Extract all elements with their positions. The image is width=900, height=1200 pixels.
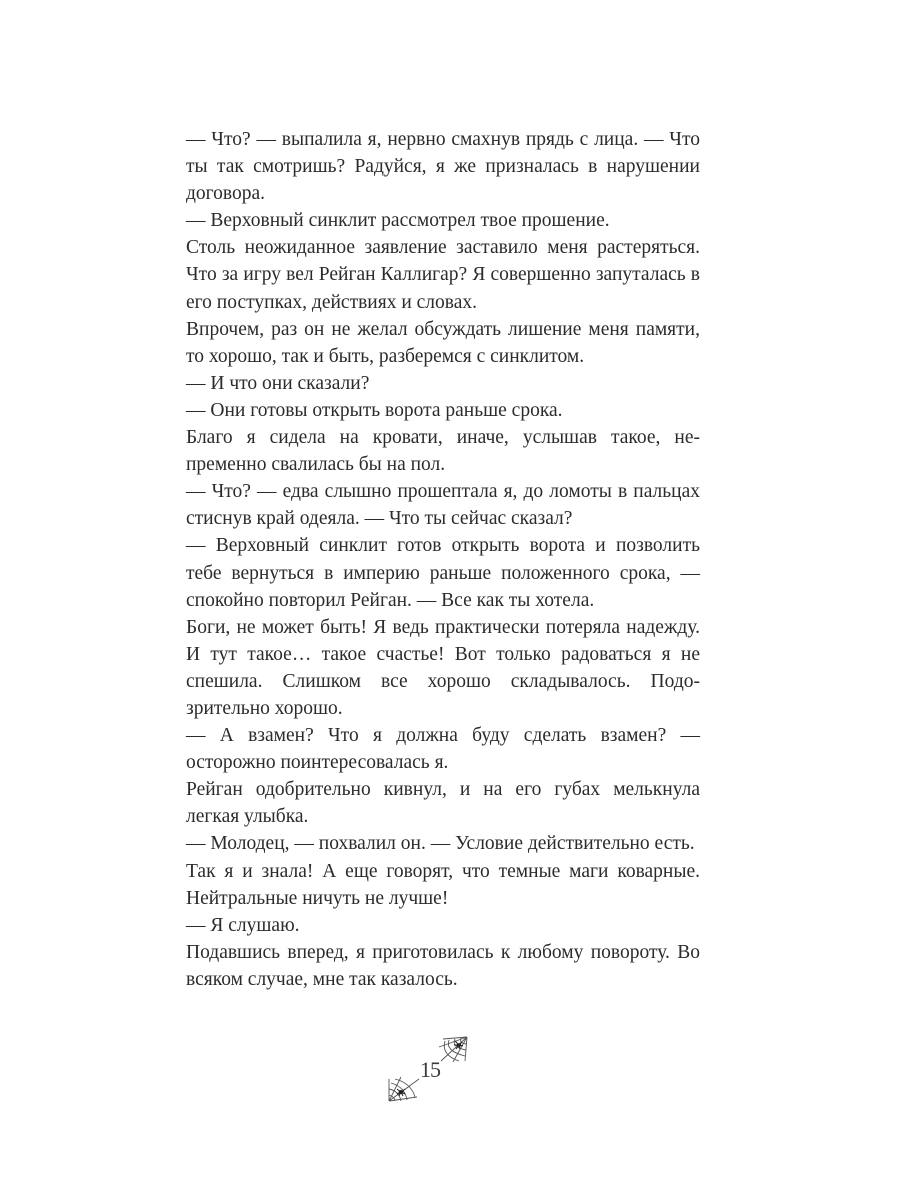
paragraph-10: Боги, не может быть! Я ведь практически потеряла надежду. И тут такое… такое счастье! Вот только радоваться я не спешила. Слишком все хорошо складывалось. Подозрительно хорошо. bbox=[186, 616, 700, 719]
paragraph-9: — Верховный синклит готов открыть ворота и позволить тебе вернуться в империю раньше положенного срока, — спокойно повторил Рейган. — Все как ты хотела. bbox=[186, 535, 700, 611]
page-folio bbox=[385, 1035, 475, 1105]
paragraph-3: Столь неожиданное заявление заставило меня растеряться. Что за игру вел Рейган Каллигар? Я совершенно запуталась в его поступках, действиях и словах. bbox=[186, 237, 700, 313]
paragraph-1: — Что? — выпалила я, нервно смахнув прядь с лица. — Что ты так смотришь? Радуйся, я же призналась в нарушении договора. bbox=[186, 129, 700, 205]
paragraph-15: — Я слушаю. bbox=[186, 914, 300, 936]
paragraph-7: Благо я сидела на кровати, иначе, услышав такое, непременно свалилась бы на пол. bbox=[186, 427, 700, 476]
spiderweb-icon bbox=[387, 1075, 421, 1103]
paragraph-12: Рейган одобрительно кивнул, и на его губах мелькнула легкая улыбка. bbox=[186, 779, 700, 828]
paragraph-14: Так я и знала! А еще говорят, что темные маги коварные. Нейтральные ничуть не лучше! bbox=[186, 860, 700, 909]
paragraph-6: — Они готовы открыть ворота раньше срока. bbox=[186, 399, 563, 421]
body-text bbox=[186, 126, 700, 993]
page-number: 15 bbox=[420, 1057, 440, 1082]
paragraph-4: Впрочем, раз он не желал обсуждать лишение меня памяти, то хорошо, так и быть, разберемся с синклитом. bbox=[186, 318, 700, 367]
paragraph-8: — Что? — едва слышно прошептала я, до ломоты в пальцах стиснув край одеяла. — Что ты сейчас сказал? bbox=[186, 481, 700, 530]
paragraph-16: Подавшись вперед, я приготовилась к любому повороту. Во всяком случае, мне так казалось. bbox=[186, 941, 700, 990]
paragraph-13: — Молодец, — похвалил он. — Условие действительно есть. bbox=[186, 833, 695, 855]
paragraph-11: — А взамен? Что я должна буду сделать взамен? — осторожно поинтересовалась я. bbox=[186, 725, 700, 774]
paragraph-2: — Верховный синклит рассмотрел твое прошение. bbox=[186, 210, 610, 232]
paragraph-5: — И что они сказали? bbox=[186, 372, 370, 394]
